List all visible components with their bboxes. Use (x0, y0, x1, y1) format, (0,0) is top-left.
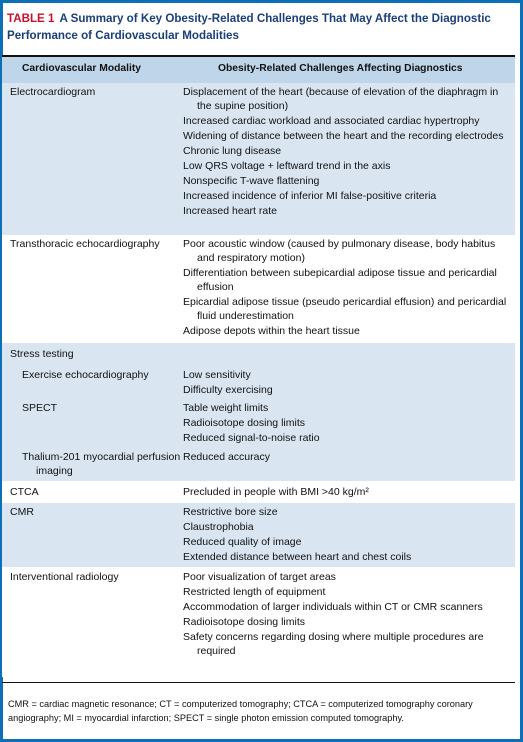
challenges-cell (183, 401, 508, 446)
list-item: Chronic lung disease (183, 145, 282, 157)
list-item: Low QRS voltage + leftward trend in the axis (183, 160, 391, 172)
modality-cell: Stress testing (10, 348, 74, 360)
list-item: Difficulty exercising (183, 384, 273, 396)
modality-cell: Electrocardiogram (10, 86, 96, 98)
list-item: Adipose depots within the heart tissue (183, 325, 360, 337)
header-challenges: Obesity-Related Challenges Affecting Diagnostics (218, 63, 463, 74)
list-item: Increased heart rate (183, 205, 277, 217)
modality-cell: CMR (10, 506, 34, 518)
modality-cell: CTCA (10, 486, 39, 498)
list-item: Increased incidence of inferior MI false-positive criteria (183, 190, 437, 202)
table-title: A Summary of Key Obesity-Related Challenges That May Affect the Diagnostic Performance of Cardiovascular Modalities (7, 12, 491, 42)
list-item: Reduced signal-to-noise ratio (183, 432, 320, 444)
list-item: Restricted length of equipment (183, 586, 326, 598)
list-item: Widening of distance between the heart and the recording electrodes (183, 130, 504, 142)
table-row-transthoracic-echo (2, 235, 515, 343)
modality-subcell: SPECT (22, 402, 58, 414)
table-row-interventional-radiology (2, 567, 515, 677)
list-item: Restrictive bore size (183, 506, 278, 518)
table-row-ctca (2, 481, 515, 503)
modality-cell: Interventional radiology (10, 571, 119, 583)
list-item: Precluded in people with BMI >40 kg/m² (183, 486, 369, 498)
table-row-cmr (2, 503, 515, 567)
list-item: Extended distance between heart and chest coils (183, 551, 412, 563)
list-item: Safety concerns regarding dosing where multiple procedures are required (183, 631, 484, 657)
modality-cell: Transthoracic echocardiography (10, 238, 160, 250)
modality-subcell: Thalium-201 myocardial perfusion imaging (22, 451, 181, 477)
challenges-cell (183, 450, 508, 465)
header-modality: Cardiovascular Modality (22, 63, 142, 74)
challenges-cell (183, 368, 508, 398)
list-item: Accommodation of larger individuals within CT or CMR scanners (183, 601, 483, 613)
list-item: Poor acoustic window (caused by pulmonary disease, body habitus and respiratory motion) (183, 238, 496, 264)
list-item: Epicardial adipose tissue (pseudo pericardial effusion) and pericardial fluid underestimation (183, 296, 507, 322)
list-item: Radioisotope dosing limits (183, 616, 305, 628)
list-item: Table weight limits (183, 402, 269, 414)
challenges-cell (183, 570, 508, 659)
list-item: Low sensitivity (183, 369, 251, 381)
table-title-block (7, 10, 512, 44)
list-item: Radioisotope dosing limits (183, 417, 305, 429)
table-label: TABLE 1 (7, 12, 55, 25)
list-item: Poor visualization of target areas (183, 571, 336, 583)
table-header-row (2, 55, 515, 84)
list-item: Reduced accuracy (183, 451, 270, 463)
modality-subcell: Exercise echocardiography (22, 369, 149, 381)
list-item: Reduced quality of image (183, 536, 302, 548)
list-item: Nonspecific T-wave flattening (183, 175, 320, 187)
list-item: Differentiation between subepicardial adipose tissue and pericardial effusion (183, 267, 497, 293)
challenges-cell (183, 485, 508, 500)
challenges-cell (183, 85, 508, 219)
table-footnote: CMR = cardiac magnetic resonance; CT = computerized tomography; CTCA = computerized tomography coronary angiography; MI = myocardial infarction; SPECT = single photon emission computed tomography. (8, 699, 473, 723)
table-bottom-rule (2, 682, 515, 683)
list-item: Displacement of the heart (because of elevation of the diaphragm in the supine position) (183, 86, 499, 112)
list-item: Increased cardiac workload and associated cardiac hypertrophy (183, 115, 480, 127)
table-row-electrocardiogram (2, 83, 515, 235)
challenges-cell (183, 505, 508, 565)
list-item: Claustrophobia (183, 521, 254, 533)
challenges-cell (183, 237, 508, 339)
table-row-stress-testing (2, 343, 515, 481)
